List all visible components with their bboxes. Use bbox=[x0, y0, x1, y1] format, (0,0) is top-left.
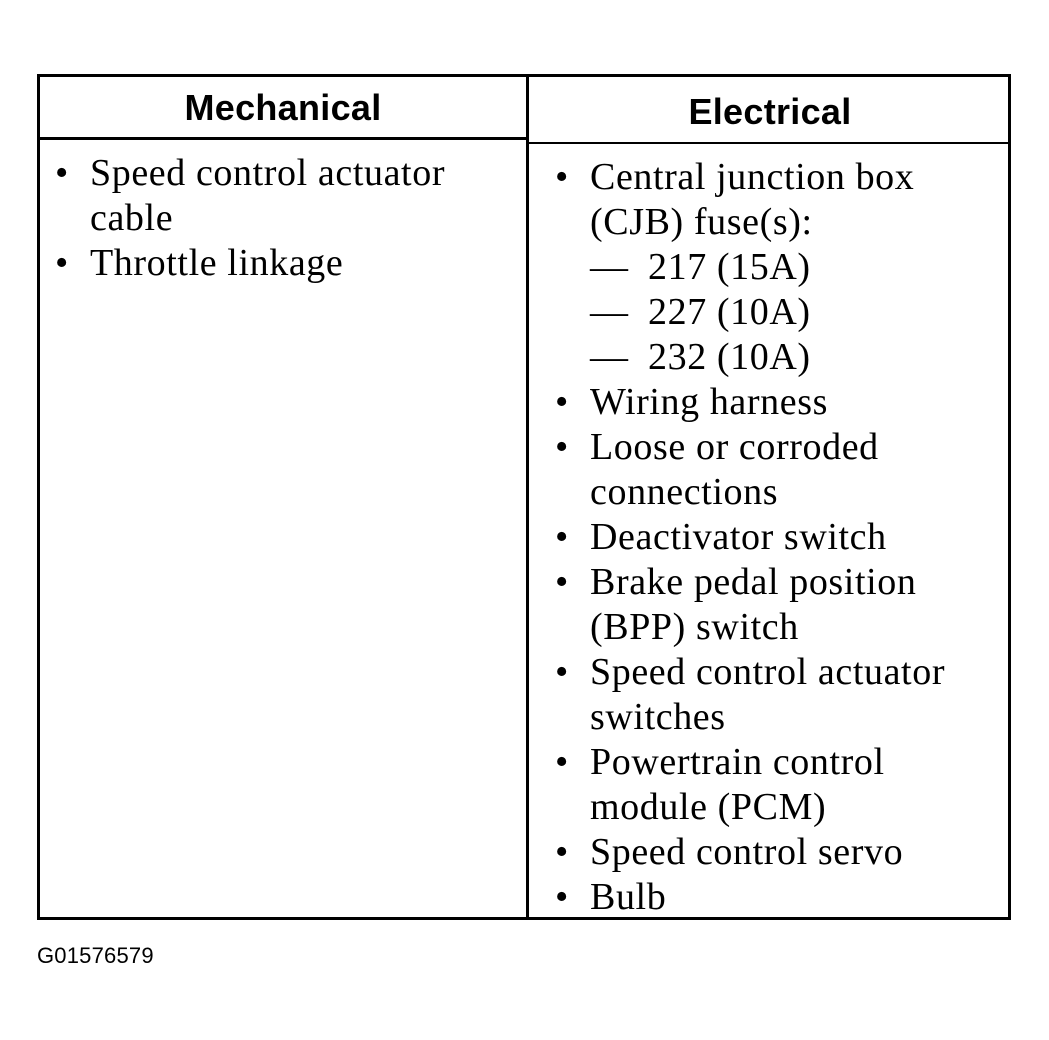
bullet-icon: • bbox=[555, 876, 569, 918]
list-item-text: Speed control actuator switches bbox=[590, 651, 946, 738]
electrical-header: Electrical bbox=[688, 91, 852, 132]
list-item bbox=[53, 241, 513, 286]
header-rule bbox=[527, 142, 1011, 144]
mechanical-header: Mechanical bbox=[184, 87, 382, 128]
dash-icon: — bbox=[590, 291, 629, 333]
fuse-label: 227 (10A) bbox=[648, 291, 811, 333]
mechanical-list bbox=[53, 151, 513, 286]
list-item bbox=[553, 380, 993, 425]
list-item-text: Powertrain control module (PCM) bbox=[590, 741, 885, 828]
list-item-text: Throttle linkage bbox=[90, 242, 344, 284]
fuse-label: 232 (10A) bbox=[648, 336, 811, 378]
list-item-text: Brake pedal position (BPP) switch bbox=[590, 561, 917, 648]
bullet-icon: • bbox=[555, 651, 569, 693]
list-item bbox=[553, 875, 993, 920]
list-item bbox=[553, 155, 993, 380]
header-rule bbox=[40, 137, 527, 140]
fuse-item bbox=[590, 245, 993, 290]
list-item bbox=[553, 830, 993, 875]
bullet-icon: • bbox=[555, 516, 569, 558]
bullet-icon: • bbox=[555, 831, 569, 873]
bullet-icon: • bbox=[55, 152, 69, 194]
dash-icon: — bbox=[590, 246, 629, 288]
list-item bbox=[553, 740, 993, 830]
list-item-text: Speed control actuator cable bbox=[90, 152, 446, 239]
electrical-list bbox=[553, 155, 993, 920]
list-item bbox=[53, 151, 513, 241]
fuse-list bbox=[590, 245, 993, 380]
bullet-icon: • bbox=[55, 242, 69, 284]
symptom-table bbox=[37, 74, 1011, 920]
list-item-text: Central junction box (CJB) fuse(s): bbox=[590, 156, 915, 243]
list-item bbox=[553, 515, 993, 560]
list-item-text: Deactivator switch bbox=[590, 516, 887, 558]
fuse-item bbox=[590, 335, 993, 380]
dash-icon: — bbox=[590, 336, 629, 378]
bullet-icon: • bbox=[555, 426, 569, 468]
bullet-icon: • bbox=[555, 156, 569, 198]
bullet-icon: • bbox=[555, 741, 569, 783]
figure-id: G01576579 bbox=[37, 943, 154, 968]
fuse-item bbox=[590, 290, 993, 335]
list-item bbox=[553, 560, 993, 650]
list-item bbox=[553, 650, 993, 740]
column-divider bbox=[526, 77, 529, 917]
fuse-label: 217 (15A) bbox=[648, 246, 811, 288]
list-item bbox=[553, 425, 993, 515]
list-item-text: Speed control servo bbox=[590, 831, 904, 873]
list-item-text: Loose or corroded connections bbox=[590, 426, 879, 513]
bullet-icon: • bbox=[555, 561, 569, 603]
list-item-text: Bulb bbox=[590, 876, 667, 918]
bullet-icon: • bbox=[555, 381, 569, 423]
list-item-text: Wiring harness bbox=[590, 381, 828, 423]
